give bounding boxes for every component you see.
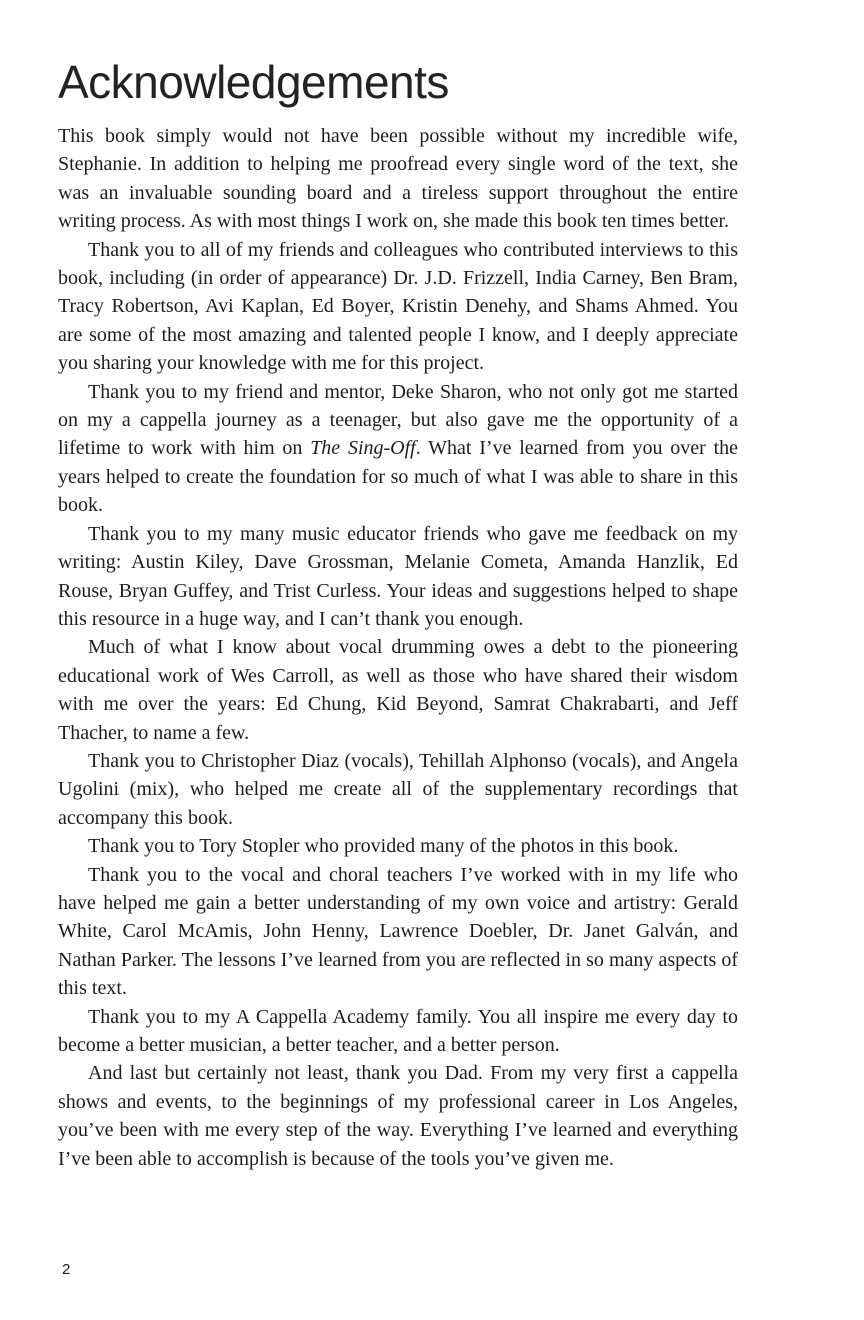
- paragraph: [58, 747, 738, 832]
- text-run: Thank you to my friend and mentor, Deke Sharon, who not only got me started on my a cappella journey as a teenager, but also gave me the opportunity of a lifetime to work with him on: [58, 380, 738, 460]
- text-run: Thank you to my A Cappella Academy family. You all inspire me every day to become a better musician, a better teacher, and a better person.: [58, 1005, 738, 1056]
- paragraph: [58, 1059, 738, 1173]
- text-run: Thank you to the vocal and choral teachers I’ve worked with in my life who have helped me gain a better understanding of my own voice and artistry: Gerald White, Carol McAmis, John Henny, Lawrence Doebler, Dr. Janet Galván, and Nathan Parker. The lessons I’ve learned from you are reflected in so many aspects of this text.: [58, 863, 738, 1000]
- text-run: . What I’ve learned from you over the years helped to create the foundation for so much of what I was able to share in this book.: [58, 437, 739, 517]
- acknowledgements-body: [58, 122, 738, 1173]
- paragraph: [58, 520, 738, 634]
- text-run: Thank you to all of my friends and colleagues who contributed interviews to this book, including (in order of appearance) Dr. J.D. Frizzell, India Carney, Ben Bram, Tracy Robertson, Avi Kaplan, Ed Boyer, Kristin Denehy, and Shams Ahmed. You are some of the most amazing and talented people I know, and I deeply appreciate you sharing your knowledge with me for this project.: [58, 238, 738, 375]
- text-run: This book simply would not have been possible without my incredible wife, Stephanie. In addition to helping me proofread every single word of the text, she was an invaluable sounding board and a tireless support throughout the entire writing process. As with most things I work on, she made this book ten times better.: [58, 125, 738, 233]
- paragraph: [58, 378, 738, 520]
- paragraph: [58, 122, 738, 236]
- paragraph: [58, 1003, 738, 1060]
- paragraph: [58, 633, 738, 747]
- text-run: Thank you to my many music educator friends who gave me feedback on my writing: Austin Kiley, Dave Grossman, Melanie Cometa, Amanda Hanzlik, Ed Rouse, Bryan Guffey, and Trist Curless. Your ideas and suggestions helped to shape this resource in a huge way, and I can’t thank you enough.: [58, 522, 738, 630]
- text-run: Thank you to Christopher Diaz (vocals), Tehillah Alphonso (vocals), and Angela Ugolini (mix), who helped me create all of the supplementary recordings that accompany this book.: [58, 749, 738, 829]
- page-content: [58, 56, 738, 1173]
- text-run: Thank you to Tory Stopler who provided many of the photos in this book.: [88, 835, 679, 858]
- page-title: Acknowledgements: [58, 56, 449, 108]
- page-number: 2: [62, 1261, 71, 1278]
- paragraph: [58, 861, 738, 1003]
- paragraph: [58, 832, 738, 860]
- text-run: Much of what I know about vocal drumming owes a debt to the pioneering educational work of Wes Carroll, as well as those who have shared their wisdom with me over the years: Ed Chung, Kid Beyond, Samrat Chakrabarti, and Jeff Thacher, to name a few.: [58, 636, 738, 744]
- text-run: And last but certainly not least, thank you Dad. From my very first a cappella shows and events, to the beginnings of my professional career in Los Angeles, you’ve been with me every step of the way. Everything I’ve learned and everything I’ve been able to accomplish is because of the tools you’ve given me.: [58, 1062, 738, 1170]
- paragraph: [58, 236, 738, 378]
- italic-text-run: The Sing-Off: [310, 437, 416, 460]
